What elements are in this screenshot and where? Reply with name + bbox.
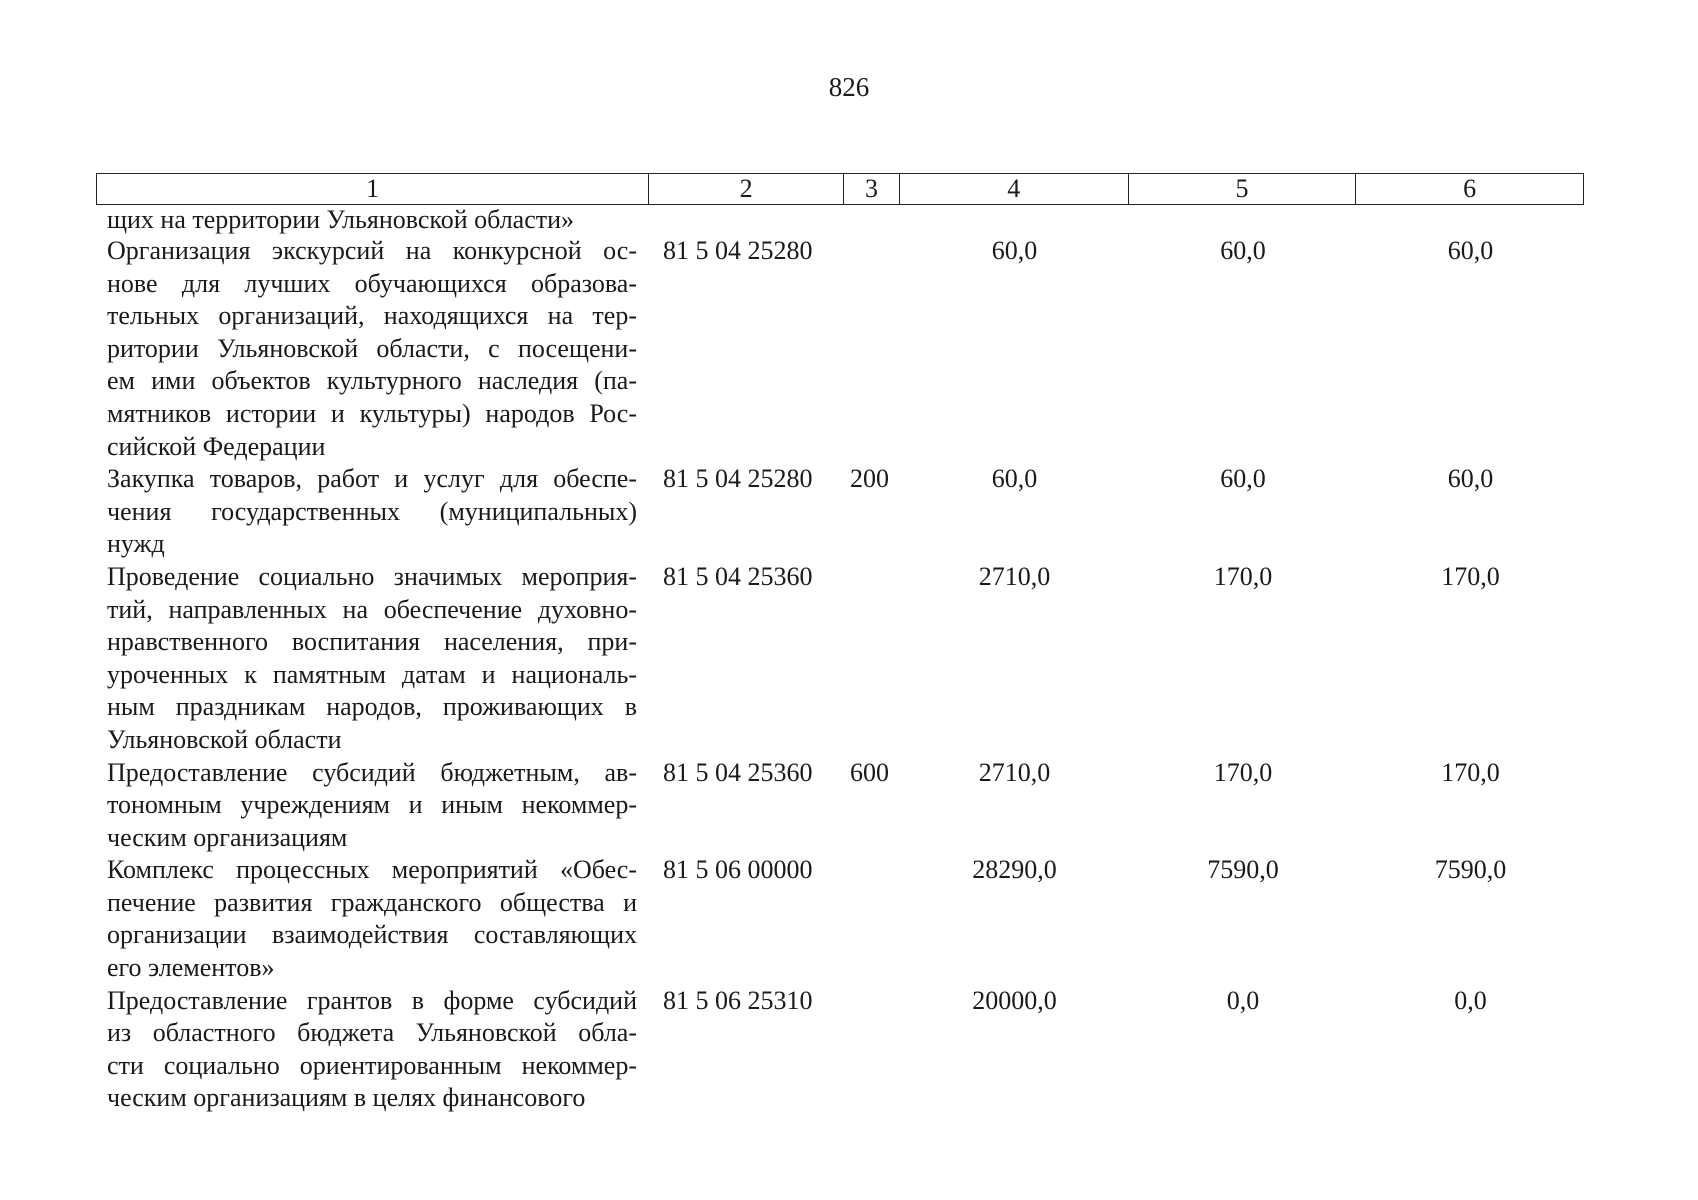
table-header [96,173,1584,205]
row-value-col-4: 28290,0 [972,855,1057,885]
row-code: 81 5 04 25360 [663,757,813,787]
row-description [96,561,649,757]
row-value-col-6: 170,0 [1441,757,1500,787]
table-row [96,757,1584,855]
row-value-col-4 [900,205,1129,235]
row-value-col-6: 170,0 [1441,561,1500,591]
header-col-3: 3 [844,174,900,204]
row-description [96,463,649,561]
row-expense-type [844,205,900,235]
row-code [649,205,844,235]
row-expense-type [844,985,900,1115]
table-row [96,561,1584,757]
description-line: Предоставление грантов в форме субсидий [107,985,637,1015]
row-value-col-4: 60,0 [991,236,1038,265]
row-expense-type [844,854,900,984]
description-line: тельных организаций, находящихся на тер- [107,301,637,331]
row-value-col-5: 170,0 [1213,757,1273,787]
description-line: Организация экскурсий на конкурсной ос- [107,236,637,265]
description-line: щих на территории Ульяновской области» [107,205,575,234]
row-expense-type: 600 [850,757,889,787]
row-value-col-6: 60,0 [1447,464,1494,494]
row-description [96,854,649,984]
row-code: 81 5 04 25280 [663,464,813,494]
description-line: ческим организациям в целях финансового [107,1083,586,1113]
header-col-1: 1 [97,174,649,204]
description-line: мятников истории и культуры) народов Рос- [107,398,637,428]
row-value-col-5: 7590,0 [1207,855,1279,885]
row-value-col-6: 7590,0 [1434,855,1507,885]
description-line: чения государственных (муниципальных) [107,496,637,526]
row-description [96,757,649,855]
row-expense-type [844,561,900,757]
row-value-col-5: 60,0 [1220,236,1266,265]
table-row [96,463,1584,561]
description-line: печение развития гражданского общества и [107,887,637,917]
description-line: его элементов» [107,953,275,983]
row-value-col-6 [1357,205,1584,235]
description-line: сти социально ориентированным некоммер- [107,1050,637,1080]
row-code: 81 5 06 00000 [663,855,813,885]
row-description [96,235,649,463]
row-value-col-5 [1129,205,1357,235]
budget-table [96,173,1584,1115]
row-description [96,205,649,235]
row-code: 81 5 06 25310 [663,985,813,1015]
header-col-2: 2 [649,174,844,204]
row-value-col-4: 2710,0 [978,757,1051,787]
row-value-col-5: 170,0 [1213,561,1273,591]
description-line: Комплекс процессных мероприятий «Обес- [107,855,637,885]
row-value-col-5: 0,0 [1226,985,1260,1015]
table-body [96,205,1584,1115]
description-line: нужд [107,529,165,559]
description-line: из областного бюджета Ульяновской обла- [107,1018,637,1048]
description-line: ческим организациям [107,822,348,852]
row-value-col-4: 2710,0 [978,561,1051,591]
description-line: Ульяновской области [107,724,342,754]
description-line: Проведение социально значимых мероприя- [107,561,637,591]
header-col-4: 4 [900,174,1129,204]
description-line: нравственного воспитания населения, при- [107,627,637,657]
table-row [96,205,1584,235]
row-value-col-4: 60,0 [991,464,1038,494]
header-col-6: 6 [1463,174,1477,203]
row-value-col-6: 60,0 [1447,236,1494,265]
row-code: 81 5 04 25280 [663,236,813,265]
row-value-col-5: 60,0 [1220,464,1266,494]
table-row [96,235,1584,463]
description-line: тономным учреждениям и иным некоммер- [107,790,637,820]
description-line: тий, направленных на обеспечение духовно- [107,594,637,624]
description-line: Предоставление субсидий бюджетным, ав- [107,757,637,787]
row-code: 81 5 04 25360 [663,561,813,591]
row-value-col-4: 20000,0 [972,985,1057,1015]
description-line: уроченных к памятным датам и националь- [107,659,637,689]
description-line: ем ими объектов культурного наследия (па- [107,366,637,396]
description-line: Закупка товаров, работ и услуг для обеспе- [107,464,637,494]
description-line: нове для лучших обучающихся образова- [107,268,637,298]
row-description [96,985,649,1115]
table-row [96,854,1584,984]
row-expense-type [844,235,900,463]
row-expense-type: 200 [850,464,889,494]
description-line: ным праздникам народов, проживающих в [107,692,637,722]
description-line: сийской Федерации [107,431,326,461]
row-value-col-6: 0,0 [1454,985,1487,1015]
table-row [96,985,1584,1115]
page-number: 826 [828,72,870,102]
description-line: организации взаимодействия составляющих [107,920,637,950]
header-col-5: 5 [1129,174,1357,204]
description-line: ритории Ульяновской области, с посещени- [107,333,637,363]
